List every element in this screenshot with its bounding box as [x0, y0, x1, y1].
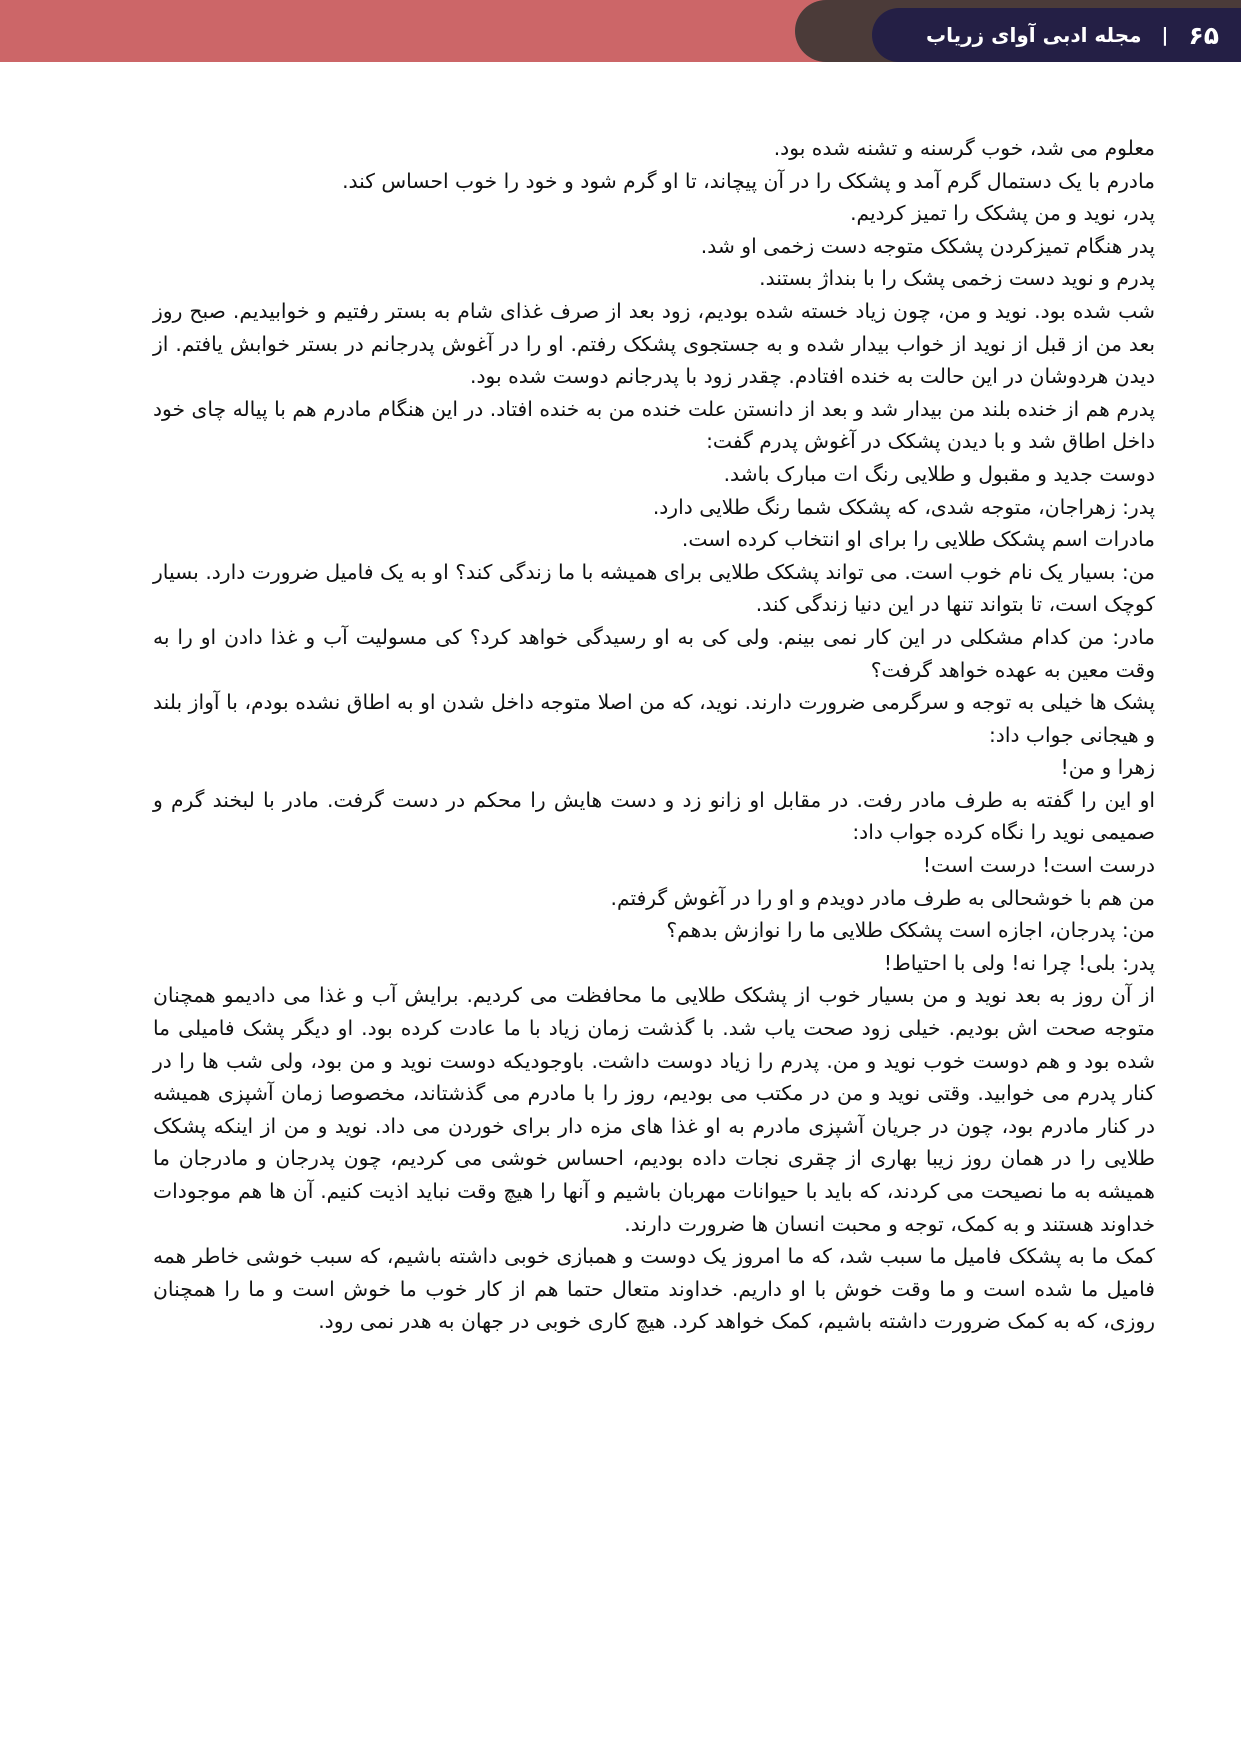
body-line: پدر هنگام تمیزکردن پشکک متوجه دست زخمی او شد. — [700, 233, 1155, 258]
dialogue-line: من هم با خوشحالی به طرف مادر دویدم و او را در آغوش گرفتم. — [610, 885, 1155, 910]
dialogue-line: درست است! درست است! — [922, 853, 1155, 878]
header-salmon-band — [0, 0, 900, 62]
body-line: مادرم با یک دستمال گرم آمد و پشکک را در آن پیچاند، تا او گرم شود و خود را خوب احساس کند. — [342, 168, 1155, 193]
article-body — [153, 132, 1155, 1338]
dialogue-line: دوست جدید و مقبول و طلایی رنگ ات مبارک باشد. — [723, 461, 1155, 486]
dialogue-line: زهرا و من! — [1060, 755, 1155, 780]
body-paragraph: پدرم هم از خنده بلند من بیدار شد و بعد از دانستن علت خنده من به خنده افتاد. در این هنگام مادرم هم با پیاله چای خود داخل اطاق شد و با دیدن پشکک در آغوش پدرم گفت: — [153, 396, 1155, 454]
body-paragraph: شب شده بود. نوید و من، چون زیاد خسته شده بودیم، زود بعد از صرف غذای شام به بستر رفتیم و خوابیدیم. صبح روز بعد من از قبل از نوید از خواب بیدار شده و به جستجوی پشکک رفتم. او را در آغوش پدرجانم در بستر خوابش یافتم. از دیدن هردوشان در این حالت به خنده افتادم. چقدر زود با پدرجانم دوست شده بود. — [153, 298, 1155, 389]
body-line: پدر، نوید و من پشکک را تمیز کردیم. — [850, 201, 1155, 226]
page-header-banner — [0, 0, 1241, 62]
body-paragraph: پشک ها خیلی به توجه و سرگرمی ضرورت دارند. نوید، که من اصلا متوجه داخل شدن او به اطاق نشده بودم، با آواز بلند و هیجانی جواب داد: — [153, 690, 1155, 747]
dialogue-line: من: پدرجان، اجازه است پشکک طلایی ما را نوازش بدهم؟ — [666, 918, 1155, 943]
body-line: پدرم و نوید دست زخمی پشک را با بنداژ بستند. — [759, 266, 1155, 291]
header-navy-band — [872, 8, 1241, 62]
body-paragraph: او این را گفته به طرف مادر رفت. در مقابل او زانو زد و دست هایش را محکم در دست گرفت. مادر با لبخند گرم و صمیمی نوید را نگاه کرده جواب داد: — [153, 787, 1155, 845]
dialogue-line: پدر: بلی! چرا نه! ولی با احتیاط! — [883, 950, 1155, 975]
magazine-title: مجله ادبی آوای زریاب — [926, 23, 1142, 47]
header-separator: | — [1161, 23, 1169, 46]
body-line: معلوم می شد، خوب گرسنه و تشنه شده بود. — [773, 136, 1155, 160]
dialogue-line: پدر: زهراجان، متوجه شدی، که پشکک شما رنگ طلایی دارد. — [652, 494, 1155, 519]
body-paragraph: مادر: من کدام مشکلی در این کار نمی بینم. ولی کی به او رسیدگی خواهد کرد؟ کی مسولیت آب و غذا دادن او را به وقت معین به عهده خواهد گرفت؟ — [153, 624, 1155, 682]
body-paragraph: از آن روز به بعد نوید و من بسیار خوب از پشکک طلایی ما محافظت می کردیم. برایش آب و غذا می دادیمو همچنان متوجه صحت اش بودیم. خیلی زود صحت یاب شد. با گذشت زمان زیاد با ما عادت کرده بود. او دیگر پشک فامیلی ما شده بود و هم دوست خوب نوید و من. پدرم را زیاد دوست داشت. باوجودیکه دوست نوید و من بود، ولی شب ها را در کنار پدرم می خوابید. وقتی نوید و من در مکتب می بودیم، روز را با مادرم می گذشتاند، مخصوصا زمان آشپزی همیشه در کنار مادرم بود، چون در جریان آشپزی مادرم به او غذا های مزه دار برای خوردن می داد. نوید و من از اینکه پشکک طلایی را در همان روز زیبا بهاری از چقری نجات داده بودیم، احساس خوشی می کردیم، چون پدرجان و مادرجان ما همیشه به ما نصیحت می کردند، که باید با حیوانات مهربان باشیم و آنها را هیچ وقت نباید اذیت کنیم. آن ها هم موجودات خداوند هستند و به کمک، توجه و محبت انسان ها ضرورت دارند. — [153, 983, 1155, 1236]
page-number: ۶۵ — [1188, 20, 1219, 50]
dialogue-line: مادرات اسم پشکک طلایی را برای او انتخاب کرده است. — [681, 527, 1155, 552]
body-paragraph: من: بسیار یک نام خوب است. می تواند پشکک طلایی برای همیشه با ما زندگی کند؟ او به یک فامیل ضرورت دارد. بسیار کوچک است، تا بتواند تنها در این دنیا زندگی کند. — [153, 559, 1155, 617]
body-paragraph: کمک ما به پشکک فامیل ما سبب شد، که ما امروز یک دوست و همبازی خوبی داشته باشیم، که سبب خوشی خاطر همه فامیل ما شده است و ما وقت خوش با او داریم. خداوند متعال حتما هم از کار خوب ما خوش است و ما را همچنان روزی، که به کمک ضرورت داشته باشیم، کمک خواهد کرد. هیچ کاری خوبی در جهان به هدر نمی رود. — [153, 1244, 1155, 1334]
